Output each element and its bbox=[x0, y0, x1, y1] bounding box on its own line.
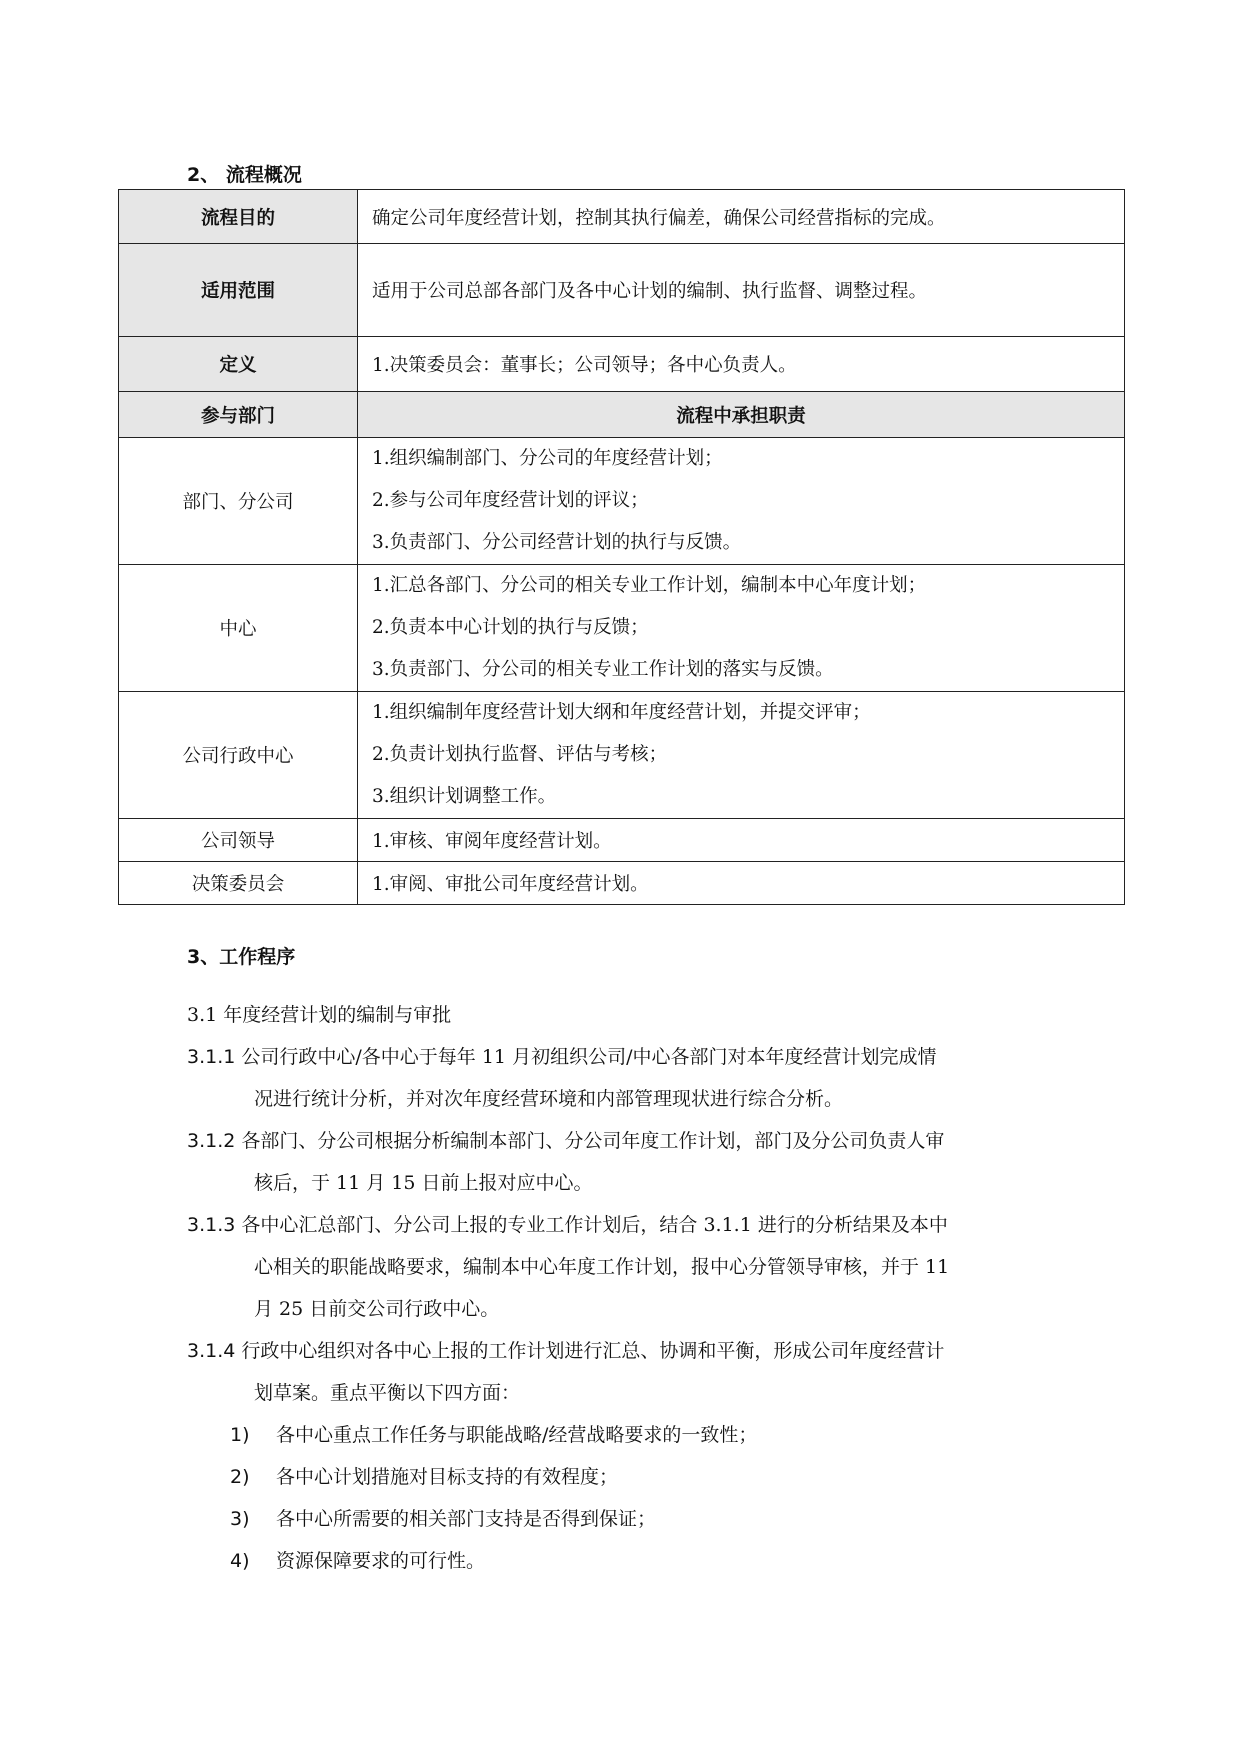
table-row bbox=[119, 692, 1125, 819]
row-label: 流程目的 bbox=[119, 190, 358, 244]
point-text: 资源保障要求的可行性。 bbox=[276, 1550, 486, 1572]
duties-cell bbox=[358, 692, 1125, 819]
item-line: 各中心汇总部门、分公司上报的专业工作计划后，结合 3.1.1 进行的分析结果及本中 bbox=[241, 1214, 948, 1236]
list-item bbox=[230, 1498, 656, 1540]
table-row bbox=[119, 190, 1125, 244]
section-3-title: 3、工作程序 bbox=[187, 946, 296, 968]
item-line: 行政中心组织对各中心上报的工作计划进行汇总、协调和平衡，形成公司年度经营计 bbox=[241, 1340, 945, 1362]
row-label: 适用范围 bbox=[119, 244, 358, 337]
subsection-title: 3.1 年度经营计划的编制与审批 bbox=[187, 1004, 452, 1026]
point-text: 各中心所需要的相关部门支持是否得到保证； bbox=[276, 1508, 657, 1530]
duty-item: 2.负责计划执行监督、评估与考核； bbox=[372, 744, 668, 765]
dept-cell: 公司行政中心 bbox=[119, 692, 358, 819]
table-row bbox=[119, 337, 1125, 392]
item-line: 公司行政中心/各中心于每年 11 月初组织公司/中心各部门对本年度经营计划完成情 bbox=[241, 1046, 937, 1068]
item-line: 各部门、分公司根据分析编制本部门、分公司年度工作计划，部门及分公司负责人审 bbox=[241, 1130, 945, 1152]
item-number: 3.1.1 bbox=[187, 1046, 236, 1068]
duty-item: 2.参与公司年度经营计划的评议； bbox=[372, 490, 649, 511]
point-number: 4) bbox=[230, 1550, 250, 1572]
duties-cell bbox=[358, 438, 1125, 565]
table-row bbox=[119, 438, 1125, 565]
duty-item: 3.负责部门、分公司经营计划的执行与反馈。 bbox=[372, 532, 742, 553]
duty-item: 2.负责本中心计划的执行与反馈； bbox=[372, 617, 649, 638]
duties-cell bbox=[358, 565, 1125, 692]
dept-cell: 决策委员会 bbox=[119, 862, 358, 905]
point-number: 1) bbox=[230, 1424, 250, 1446]
list-item bbox=[230, 1540, 485, 1582]
duty-item: 1.审核、审阅年度经营计划。 bbox=[358, 819, 1125, 862]
table-row bbox=[119, 244, 1125, 337]
duty-item: 1.汇总各部门、分公司的相关专业工作计划，编制本中心年度计划； bbox=[372, 575, 927, 596]
point-text: 各中心重点工作任务与职能战略/经营战略要求的一致性； bbox=[276, 1424, 758, 1446]
list-item bbox=[230, 1414, 757, 1456]
point-text: 各中心计划措施对目标支持的有效程度； bbox=[276, 1466, 619, 1488]
duty-header: 流程中承担职责 bbox=[358, 392, 1125, 438]
point-number: 3) bbox=[230, 1508, 250, 1530]
table-row bbox=[119, 862, 1125, 905]
table-row bbox=[119, 565, 1125, 692]
item-line: 划草案。重点平衡以下四方面： bbox=[254, 1382, 521, 1404]
list-item bbox=[230, 1456, 618, 1498]
duty-item: 1.组织编制部门、分公司的年度经营计划； bbox=[372, 448, 723, 469]
procedure-item bbox=[187, 1120, 944, 1162]
dept-cell: 部门、分公司 bbox=[119, 438, 358, 565]
item-number: 3.1.4 bbox=[187, 1340, 236, 1362]
item-line: 核后，于 11 月 15 日前上报对应中心。 bbox=[254, 1172, 593, 1194]
item-number: 3.1.2 bbox=[187, 1130, 236, 1152]
duty-item: 3.负责部门、分公司的相关专业工作计划的落实与反馈。 bbox=[372, 659, 834, 680]
dept-cell: 中心 bbox=[119, 565, 358, 692]
item-line: 月 25 日前交公司行政中心。 bbox=[254, 1298, 500, 1320]
duty-item: 1.组织编制年度经营计划大纲和年度经营计划，并提交评审； bbox=[372, 702, 871, 723]
procedure-item bbox=[187, 1036, 936, 1078]
row-label: 定义 bbox=[119, 337, 358, 392]
row-value: 1.决策委员会：董事长；公司领导；各中心负责人。 bbox=[358, 337, 1125, 392]
process-overview-table bbox=[118, 189, 1125, 905]
procedure-item bbox=[187, 1330, 944, 1372]
duty-item: 1.审阅、审批公司年度经营计划。 bbox=[358, 862, 1125, 905]
point-number: 2) bbox=[230, 1466, 250, 1488]
dept-cell: 公司领导 bbox=[119, 819, 358, 862]
row-value: 确定公司年度经营计划，控制其执行偏差，确保公司经营指标的完成。 bbox=[358, 190, 1125, 244]
item-line: 况进行统计分析，并对次年度经营环境和内部管理现状进行综合分析。 bbox=[254, 1088, 844, 1110]
item-line: 心相关的职能战略要求，编制本中心年度工作计划，报中心分管领导审核，并于 11 bbox=[254, 1256, 950, 1278]
row-value: 适用于公司总部各部门及各中心计划的编制、执行监督、调整过程。 bbox=[358, 244, 1125, 337]
dept-header: 参与部门 bbox=[119, 392, 358, 438]
responsibility-header-row bbox=[119, 392, 1125, 438]
table-row bbox=[119, 819, 1125, 862]
item-number: 3.1.3 bbox=[187, 1214, 236, 1236]
procedure-item bbox=[187, 1204, 948, 1246]
section-2-title: 2、 流程概况 bbox=[187, 164, 302, 186]
duty-item: 3.组织计划调整工作。 bbox=[372, 786, 557, 807]
